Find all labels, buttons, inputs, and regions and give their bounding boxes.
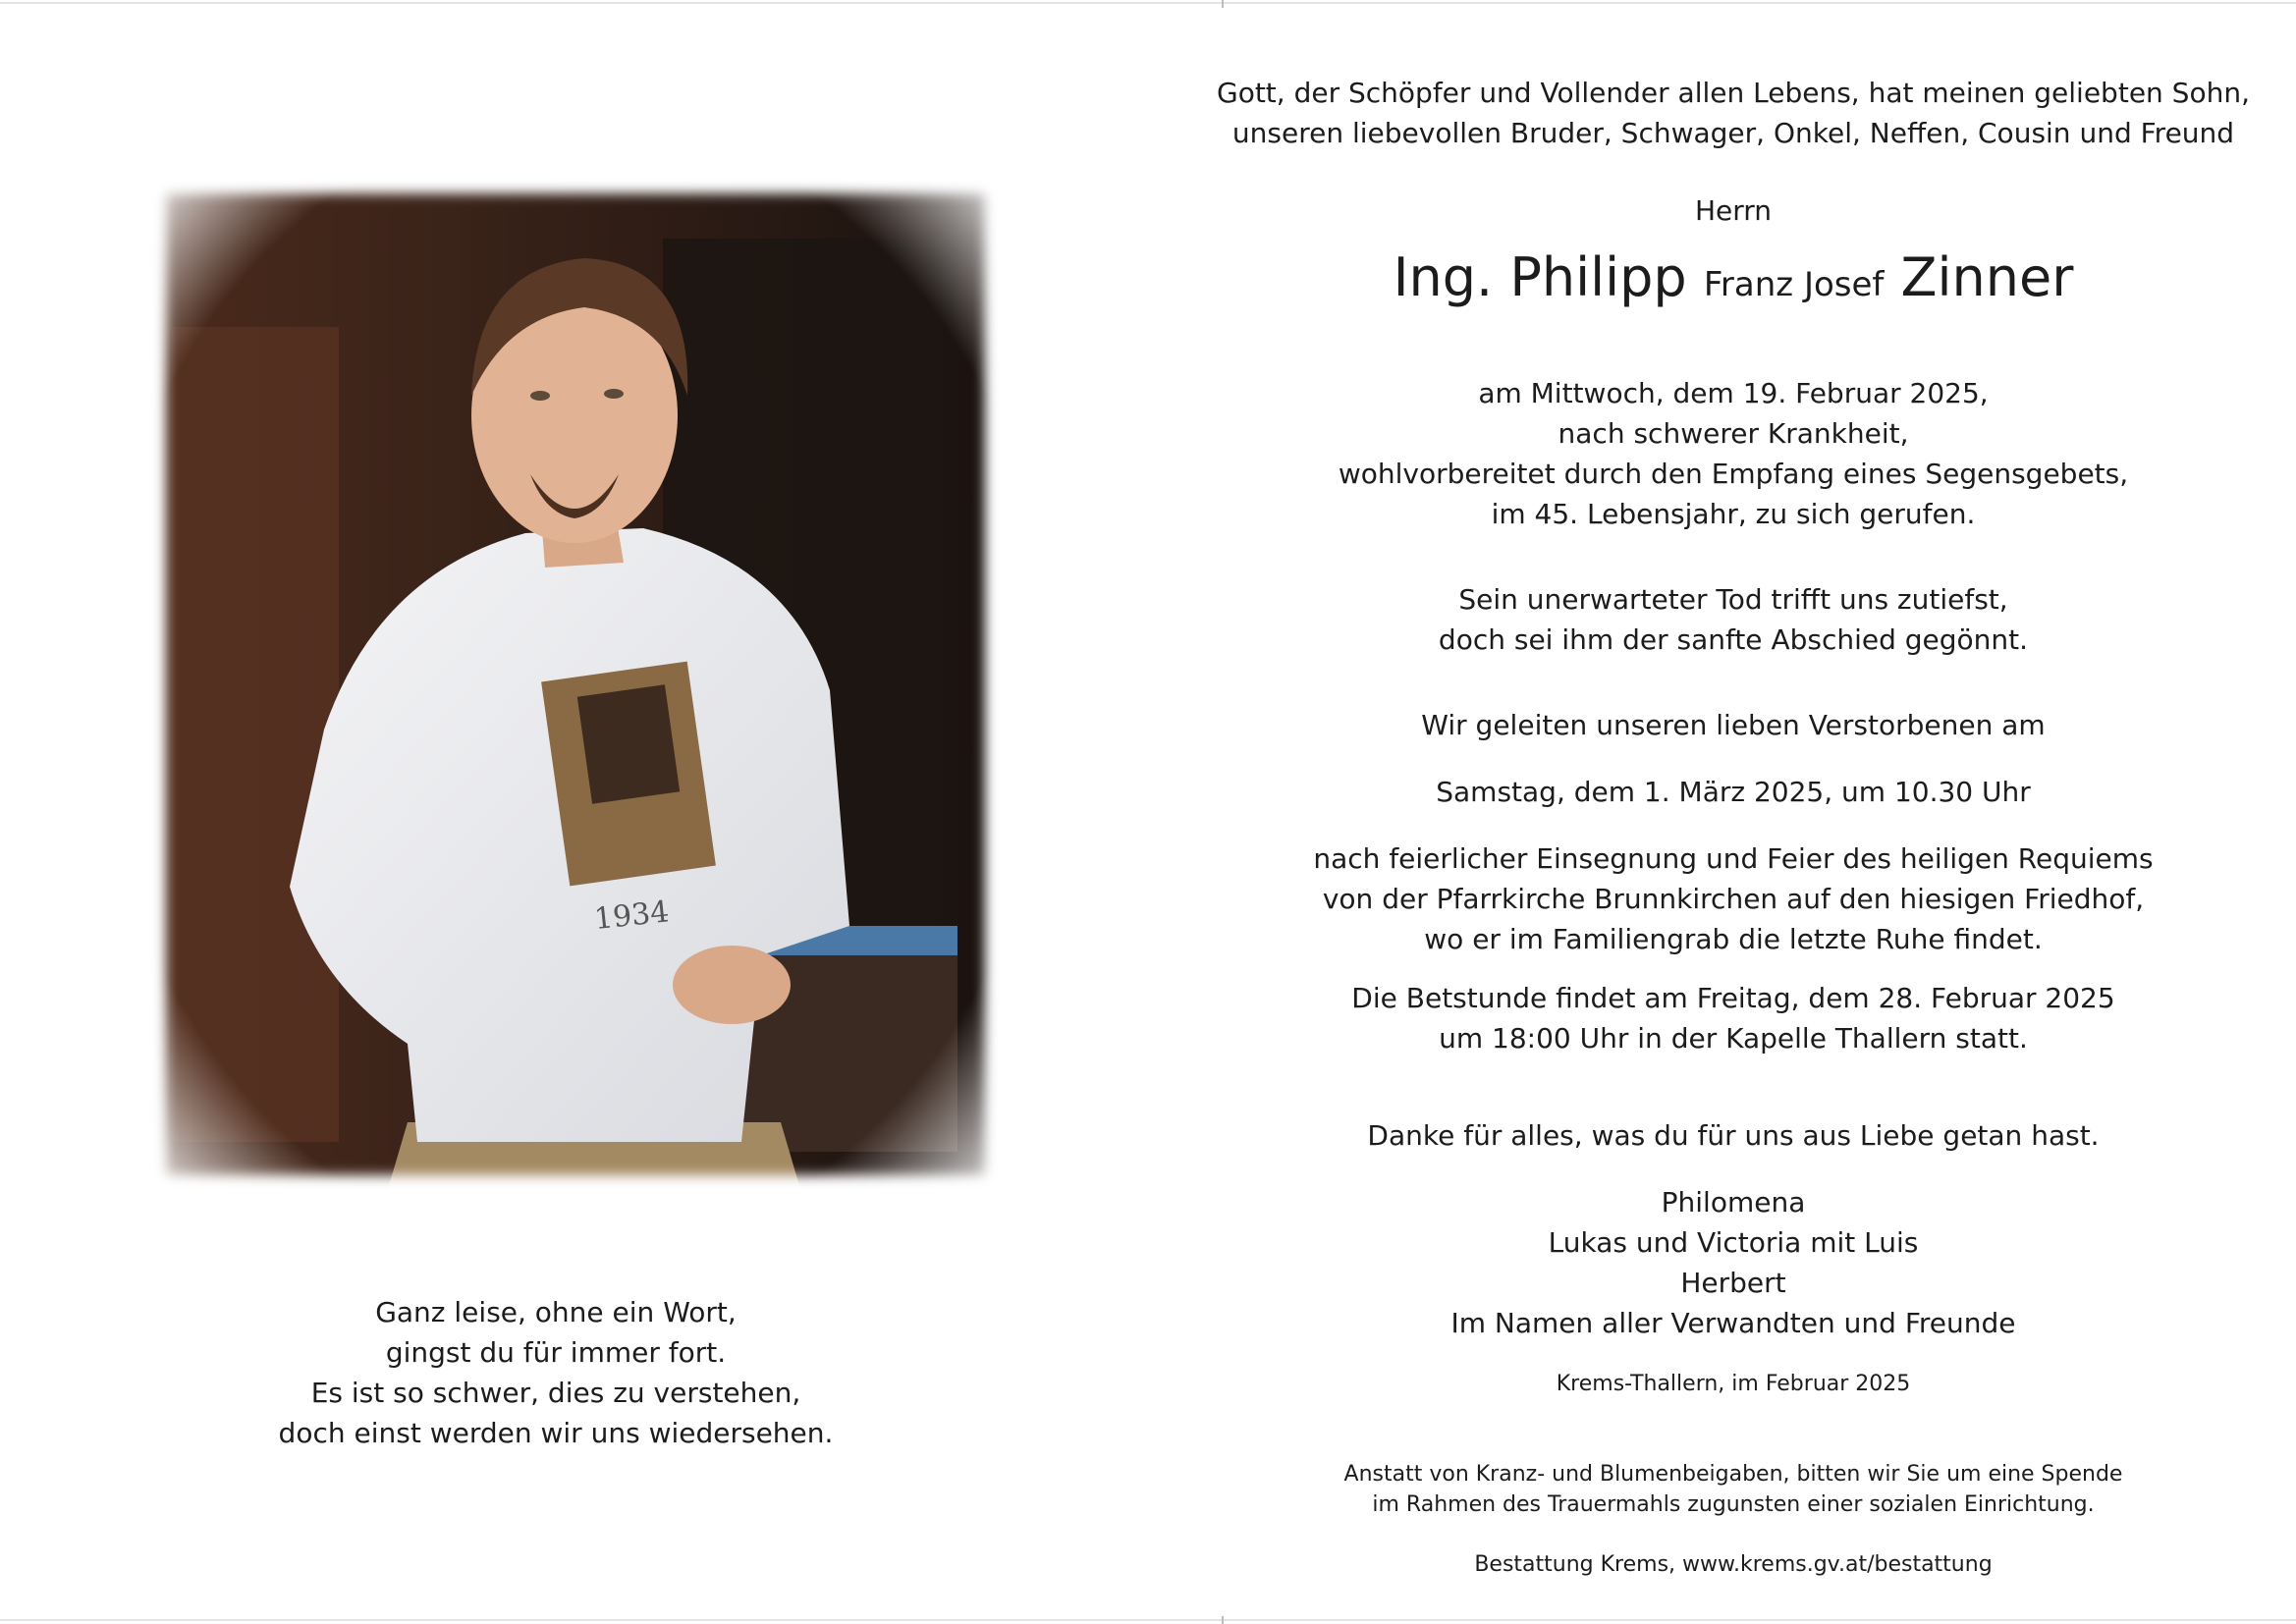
- funeral-details-line: wo er im Familiengrab die letzte Ruhe findet.: [1424, 923, 2043, 955]
- thanks: Danke für alles, was du für uns aus Liebe getan hast.: [1367, 1119, 2100, 1152]
- poem: [177, 1292, 935, 1453]
- name-middle: Franz Josef: [1703, 265, 1885, 304]
- fold-mark-top: [1222, 0, 1224, 8]
- donation-line: Anstatt von Kranz- und Blumenbeigaben, bitten wir Sie um eine Spende: [1343, 1462, 2123, 1487]
- deceased-name: [1151, 245, 2296, 317]
- funeral-date: Samstag, dem 1. März 2025, um 10.30 Uhr: [1436, 776, 2031, 808]
- poem-line: Ganz leise, ohne ein Wort,: [375, 1296, 737, 1328]
- death-notice-line: am Mittwoch, dem 19. Februar 2025,: [1478, 377, 1989, 409]
- scan-edge-bottom: [0, 1619, 2296, 1621]
- condolence-line: doch sei ihm der sanfte Abschied gegönnt.: [1438, 623, 2029, 656]
- death-notice: [1151, 373, 2296, 534]
- intro-text: [1151, 73, 2296, 153]
- salutation: Herrn: [1694, 194, 1773, 227]
- death-notice-line: wohlvorbereitet durch den Empfang eines Segensgebets,: [1338, 458, 2129, 490]
- funeral-details: [1151, 839, 2296, 959]
- mourner-line: Philomena: [1661, 1186, 1806, 1218]
- name-first: Ing. Philipp: [1393, 246, 1687, 308]
- prayer-line: um 18:00 Uhr in der Kapelle Thallern statt.: [1439, 1022, 2028, 1055]
- prayer-info: [1151, 978, 2296, 1058]
- portrait-photo: [152, 180, 999, 1189]
- funeral-intro: Wir geleiten unseren lieben Verstorbenen am: [1421, 709, 2046, 741]
- mourners: [1151, 1182, 2296, 1343]
- name-last: Zinner: [1900, 246, 2074, 308]
- mourner-line: Herbert: [1680, 1267, 1786, 1299]
- place-date: Krems-Thallern, im Februar 2025: [1556, 1372, 1911, 1396]
- intro-line: unseren liebevollen Bruder, Schwager, Onkel, Neffen, Cousin und Freund: [1231, 117, 2235, 149]
- mourner-line: Im Namen aller Verwandten und Freunde: [1450, 1307, 2016, 1339]
- poem-line: Es ist so schwer, dies zu verstehen,: [310, 1377, 801, 1409]
- scan-edge-top: [0, 2, 2296, 4]
- death-notice-line: nach schwerer Krankheit,: [1558, 417, 1909, 450]
- fold-mark-bottom: [1222, 1616, 1224, 1624]
- condolence-line: Sein unerwarteter Tod trifft uns zutiefst,: [1458, 583, 2008, 616]
- condolence: [1151, 579, 2296, 660]
- death-notice-line: im 45. Lebensjahr, zu sich gerufen.: [1491, 498, 1976, 530]
- funeral-details-line: von der Pfarrkirche Brunnkirchen auf den hiesigen Friedhof,: [1322, 883, 2145, 915]
- prayer-line: Die Betstunde findet am Freitag, dem 28. Februar 2025: [1351, 982, 2115, 1014]
- portrait-illustration: [152, 180, 999, 1189]
- intro-line: Gott, der Schöpfer und Vollender allen Lebens, hat meinen geliebten Sohn,: [1217, 77, 2250, 109]
- funeral-details-line: nach feierlicher Einsegnung und Feier des heiligen Requiems: [1313, 842, 2154, 875]
- poem-line: doch einst werden wir uns wiedersehen.: [278, 1417, 834, 1449]
- mourner-line: Lukas und Victoria mit Luis: [1548, 1226, 1919, 1259]
- undertaker: Bestattung Krems, www.krems.gv.at/bestattung: [1474, 1552, 1993, 1577]
- donation-note: [1151, 1459, 2296, 1520]
- poem-line: gingst du für immer fort.: [385, 1336, 727, 1369]
- donation-line: im Rahmen des Trauermahls zugunsten einer sozialen Einrichtung.: [1372, 1492, 2095, 1517]
